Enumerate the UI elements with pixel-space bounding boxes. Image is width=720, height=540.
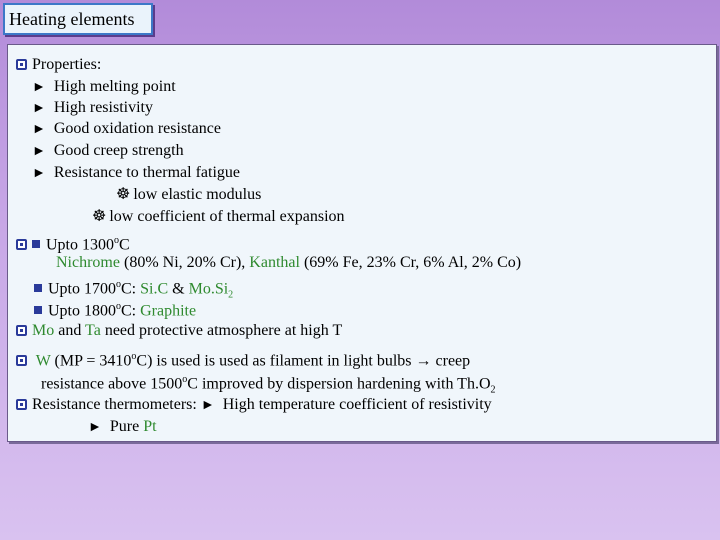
upto-1300-text: Upto 1300 <box>46 236 114 254</box>
content-panel <box>7 44 717 442</box>
mo-ta-line <box>16 321 342 341</box>
slide-title-text: Heating elements <box>9 9 135 29</box>
arrow-bullet-icon: ► <box>32 166 46 181</box>
tungsten-filament-text: C) is used is used as filament in light bulbs <box>136 352 416 370</box>
sub-property-item-text: low elastic modulus <box>133 186 262 203</box>
mo-text: Mo <box>32 322 55 339</box>
checkbox-bullet-icon <box>16 239 27 250</box>
nichrome-composition: (80% Ni, 20% Cr), <box>119 254 250 271</box>
tungsten-symbol: W <box>35 352 51 370</box>
property-item-text: Good oxidation resistance <box>53 120 221 137</box>
celsius-unit: C: <box>121 302 141 320</box>
upto-1700-text: Upto 1700 <box>48 280 116 298</box>
property-item <box>32 119 221 140</box>
square-bullet-icon <box>34 306 42 314</box>
checkbox-bullet-icon <box>16 399 27 410</box>
checkbox-bullet-icon <box>16 59 27 70</box>
arrow-bullet-icon: ► <box>32 122 46 137</box>
properties-header-text: Properties: <box>32 56 102 73</box>
right-arrow-icon: → <box>415 352 432 370</box>
celsius-unit: C <box>119 236 130 254</box>
thermometers-line <box>16 395 492 416</box>
arrow-bullet-icon: ► <box>88 420 102 435</box>
upto-1800-text: Upto 1800 <box>48 302 116 320</box>
property-item <box>32 141 184 162</box>
properties-header <box>16 55 101 75</box>
thermometers-label: Resistance thermometers: <box>32 396 201 413</box>
arrow-bullet-icon: ► <box>32 144 46 159</box>
sic-text: Si.C <box>140 280 169 298</box>
kanthal-text: Kanthal <box>249 254 300 271</box>
property-item <box>32 77 176 98</box>
upto-1300-line <box>16 231 130 255</box>
checkbox-bullet-icon <box>16 325 27 336</box>
mosi-text: Mo.Si <box>188 280 229 298</box>
mosi-subscript: 2 <box>228 289 234 301</box>
property-item-text: Resistance to thermal fatigue <box>53 164 241 181</box>
resistance-text: resistance above 1500 <box>41 375 183 393</box>
degree-symbol: o <box>116 301 121 312</box>
degree-symbol: o <box>116 279 121 290</box>
nichrome-text: Nichrome <box>56 254 120 271</box>
wheel-bullet-icon: ☸ <box>92 208 107 225</box>
checkbox-bullet-icon <box>16 355 27 366</box>
degree-symbol: o <box>182 374 188 385</box>
property-item <box>32 98 153 119</box>
nichrome-kanthal-line <box>56 253 521 273</box>
wheel-bullet-icon: ☸ <box>116 186 131 203</box>
graphite-text: Graphite <box>140 302 197 320</box>
sub-property-item <box>92 207 345 227</box>
kanthal-composition: (69% Fe, 23% Cr, 6% Al, 2% Co) <box>299 254 522 271</box>
arrow-bullet-icon: ► <box>32 80 46 95</box>
dispersion-hardening-text: C improved by dispersion hardening with Th.O <box>187 375 491 393</box>
property-item-text: Good creep strength <box>53 142 184 159</box>
degree-symbol: o <box>114 235 119 246</box>
pure-pt-line <box>88 417 157 438</box>
tungsten-mp-text: (MP = 3410 <box>50 352 132 370</box>
property-item <box>32 163 240 184</box>
mo-ta-description: need protective atmosphere at high T <box>100 322 343 339</box>
sub-property-item-text: low coefficient of thermal expansion <box>109 208 345 225</box>
ta-text: Ta <box>85 322 101 339</box>
arrow-bullet-icon: ► <box>32 101 46 116</box>
pt-text: Pt <box>143 418 157 435</box>
sub-property-item <box>116 185 261 205</box>
tungsten-line <box>16 347 470 371</box>
pure-text: Pure <box>109 418 144 435</box>
slide-title <box>3 3 153 35</box>
upto-1800-line <box>34 297 196 321</box>
property-item-text: High resistivity <box>53 99 153 116</box>
square-bullet-icon <box>34 284 42 292</box>
thermometers-item: High temperature coefficient of resistivity <box>222 396 492 413</box>
property-item-text: High melting point <box>53 78 176 95</box>
degree-symbol: o <box>131 351 137 362</box>
celsius-unit: C: <box>121 280 141 298</box>
and-text: and <box>54 322 86 339</box>
tho2-subscript: 2 <box>490 384 496 396</box>
square-bullet-icon <box>32 240 40 248</box>
arrow-bullet-icon: ► <box>200 398 215 413</box>
ampersand: & <box>168 280 189 298</box>
creep-text: creep <box>431 352 471 370</box>
